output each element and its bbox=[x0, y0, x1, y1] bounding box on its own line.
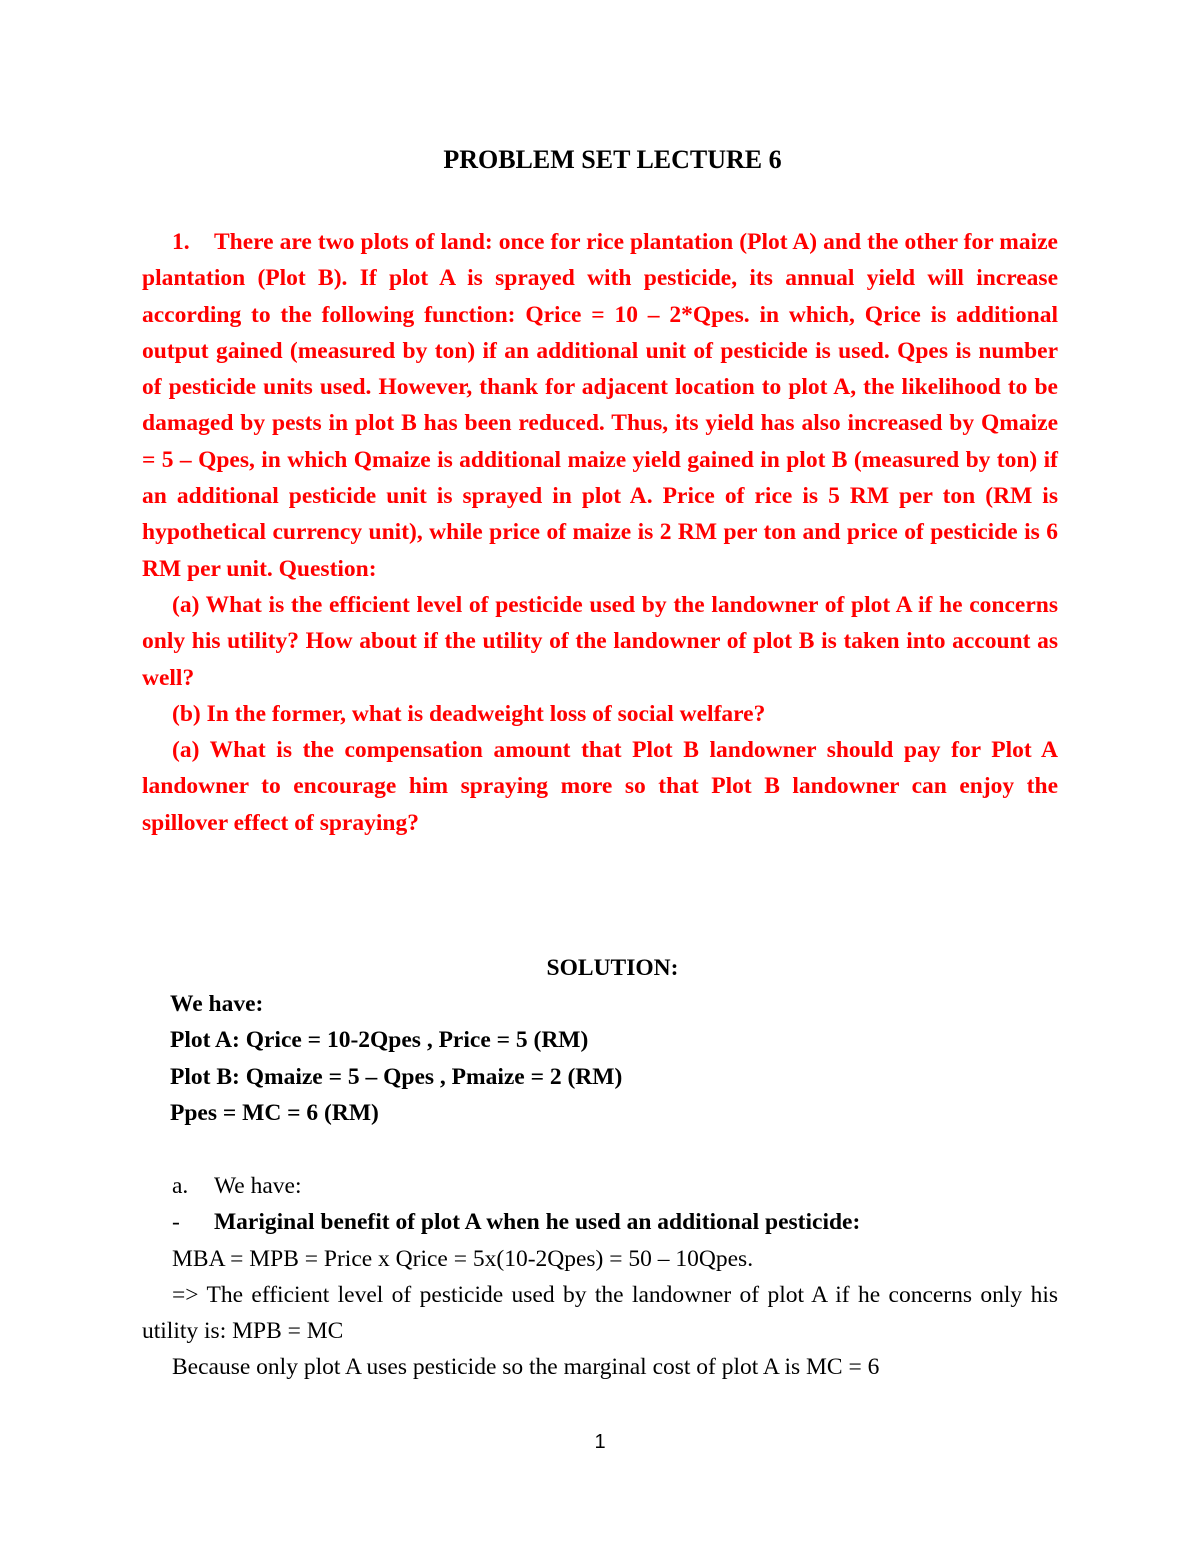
given-line: Plot A: Qrice = 10-2Qpes , Price = 5 (RM) bbox=[170, 1027, 589, 1054]
page-number: 1 bbox=[594, 1431, 606, 1453]
part-a-note: Because only plot A uses pesticide so the marginal cost of plot A is MC = 6 bbox=[172, 1354, 880, 1381]
page-title: PROBLEM SET LECTURE 6 bbox=[443, 145, 782, 174]
part-a-heading-line bbox=[142, 1204, 1058, 1240]
problem-number: 1. bbox=[172, 229, 190, 255]
problem-text: There are two plots of land: once for rice plantation (Plot A) and the other for maize plantation (Plot B). If plot A is sprayed with pesticide, its annual yield will increase according to the following function: Qrice = 10 – 2*Qpes. in which, Qrice is additional output gained (measured by ton) if an additional unit of pesticide is used. Qpes is number of pesticide units used. However, thank for adjacent location to plot A, the likelihood to be damaged by pests in plot B has been reduced. Thus, its yield has also increased by Qmaize = 5 – Qpes, in which Qmaize is additional maize yield gained in plot B (measured by ton) if an additional pesticide unit is sprayed in plot A. Price of rice is 5 RM per ton (RM is hypothetical currency unit), while price of maize is 2 RM per ton and price of pesticide is 6 RM per unit. Question: bbox=[142, 229, 1058, 582]
given-line: Plot B: Qmaize = 5 – Qpes , Pmaize = 2 (RM) bbox=[170, 1063, 623, 1090]
part-a-label: a. bbox=[172, 1173, 189, 1199]
solution-title: SOLUTION: bbox=[546, 955, 679, 981]
part-a-intro: We have: bbox=[214, 1173, 302, 1199]
question-a: (a) What is the efficient level of pesticide used by the landowner of plot A if he concerns only his utility? How about if the utility of the landowner of plot B is taken into account as well? bbox=[142, 591, 1058, 691]
solution-part-a bbox=[142, 1168, 1058, 1386]
given-line: We have: bbox=[170, 991, 264, 1017]
given-line: Ppes = MC = 6 (RM) bbox=[170, 1099, 379, 1126]
part-a-intro-line bbox=[142, 1168, 1058, 1204]
part-a-equation: MBA = MPB = Price x Qrice = 5x(10-2Qpes) = 50 – 10Qpes. bbox=[172, 1245, 754, 1272]
problem-statement bbox=[142, 224, 1058, 841]
solution-givens bbox=[170, 986, 622, 1131]
problem-paragraph bbox=[142, 224, 1058, 587]
list-dash: - bbox=[172, 1209, 180, 1236]
question-c: (a) What is the compensation amount that Plot B landowner should pay for Plot A landowner to encourage him spraying more so that Plot B landowner can enjoy the spillover effect of spraying? bbox=[142, 737, 1058, 836]
part-a-heading: Mariginal benefit of plot A when he used an additional pesticide: bbox=[214, 1209, 861, 1236]
part-a-conclusion: => The efficient level of pesticide used by the landowner of plot A if he concerns only his utility is: MPB = MC bbox=[142, 1281, 1058, 1345]
question-b: (b) In the former, what is deadweight loss of social welfare? bbox=[172, 700, 766, 727]
